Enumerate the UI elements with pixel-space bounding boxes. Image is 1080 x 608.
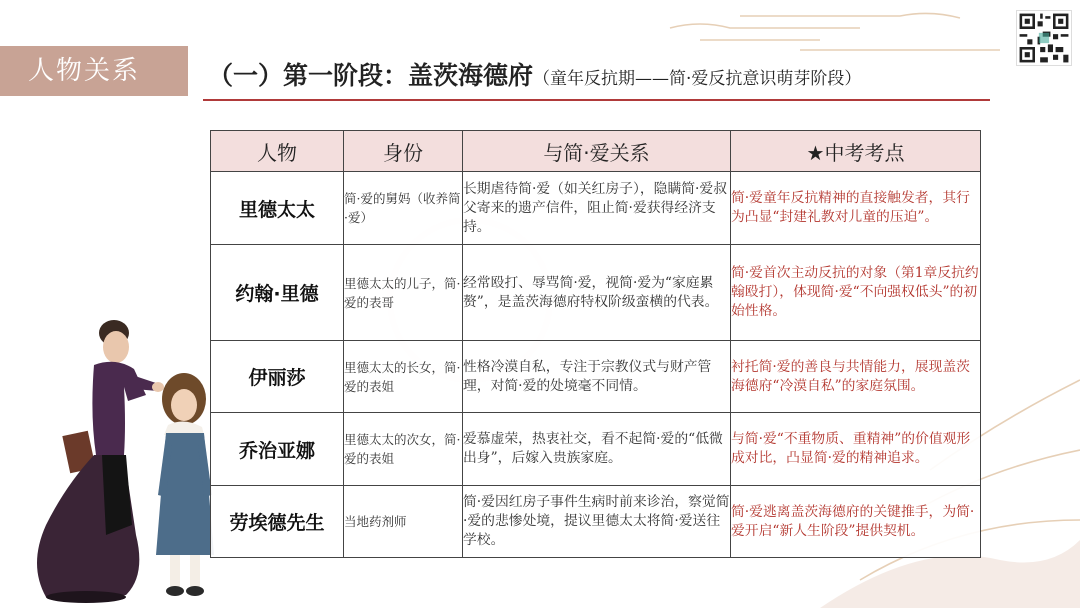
exam-point: 衬托简·爱的善良与共情能力，展现盖茨海德府“冷漠自私”的家庭氛围。 [731,341,981,413]
character-relation: 爱慕虚荣，热衷社交，看不起简·爱的“低微出身”，后嫁入贵族家庭。 [463,413,731,486]
table-row [211,413,981,486]
section-tag: 人物关系 [0,46,188,96]
table-row [211,245,981,341]
character-identity: 里德太太的长女，简·爱的表姐 [344,341,463,413]
character-relations-table [210,130,981,558]
header-character: 人物 [211,131,344,172]
character-name: 乔治亚娜 [211,413,344,486]
illustration-woman-and-girl [6,305,231,605]
character-identity: 简·爱的舅妈（收养简·爱） [344,172,463,245]
character-relation: 长期虐待简·爱（如关红房子），隐瞒简·爱叔父寄来的遗产信件，阻止简·爱获得经济支持。 [463,172,731,245]
title-main: （一）第一阶段：盖茨海德府 [208,61,534,90]
character-name: 劳埃德先生 [211,486,344,558]
exam-point: 简·爱逃离盖茨海德府的关键推手，为简·爱开启“新人生阶段”提供契机。 [731,486,981,558]
character-identity: 当地药剂师 [344,486,463,558]
character-relation: 经常殴打、辱骂简·爱，视简·爱为“家庭累赘”，是盖茨海德府特权阶级蛮横的代表。 [463,245,731,341]
title-sub: （童年反抗期——简·爱反抗意识萌芽阶段） [533,69,862,89]
table-row [211,341,981,413]
header-identity: 身份 [344,131,463,172]
character-relation: 性格冷漠自私，专注于宗教仪式与财产管理，对简·爱的处境毫不同情。 [463,341,731,413]
page-title [208,56,861,96]
header-exam-point: ★中考考点 [731,131,981,172]
character-identity: 里德太太的儿子，简·爱的表哥 [344,245,463,341]
title-underline [203,99,990,101]
character-identity: 里德太太的次女，简·爱的表姐 [344,413,463,486]
character-relation: 简·爱因红房子事件生病时前来诊治，察觉简·爱的悲惨处境，提议里德太太将简·爱送往学校。 [463,486,731,558]
character-name: 里德太太 [211,172,344,245]
character-name: 约翰·里德 [211,245,344,341]
table-row [211,172,981,245]
table-row [211,486,981,558]
character-name: 伊丽莎 [211,341,344,413]
table-header-row [211,131,981,172]
qr-code-icon [1016,10,1072,66]
exam-point: 简·爱童年反抗精神的直接触发者，其行为凸显“封建礼教对儿童的压迫”。 [731,172,981,245]
exam-point: 简·爱首次主动反抗的对象（第1章反抗约翰殴打），体现简·爱“不向强权低头”的初始性格。 [731,245,981,341]
header-relation: 与简·爱关系 [463,131,731,172]
exam-point: 与简·爱“不重物质、重精神”的价值观形成对比，凸显简·爱的精神追求。 [731,413,981,486]
